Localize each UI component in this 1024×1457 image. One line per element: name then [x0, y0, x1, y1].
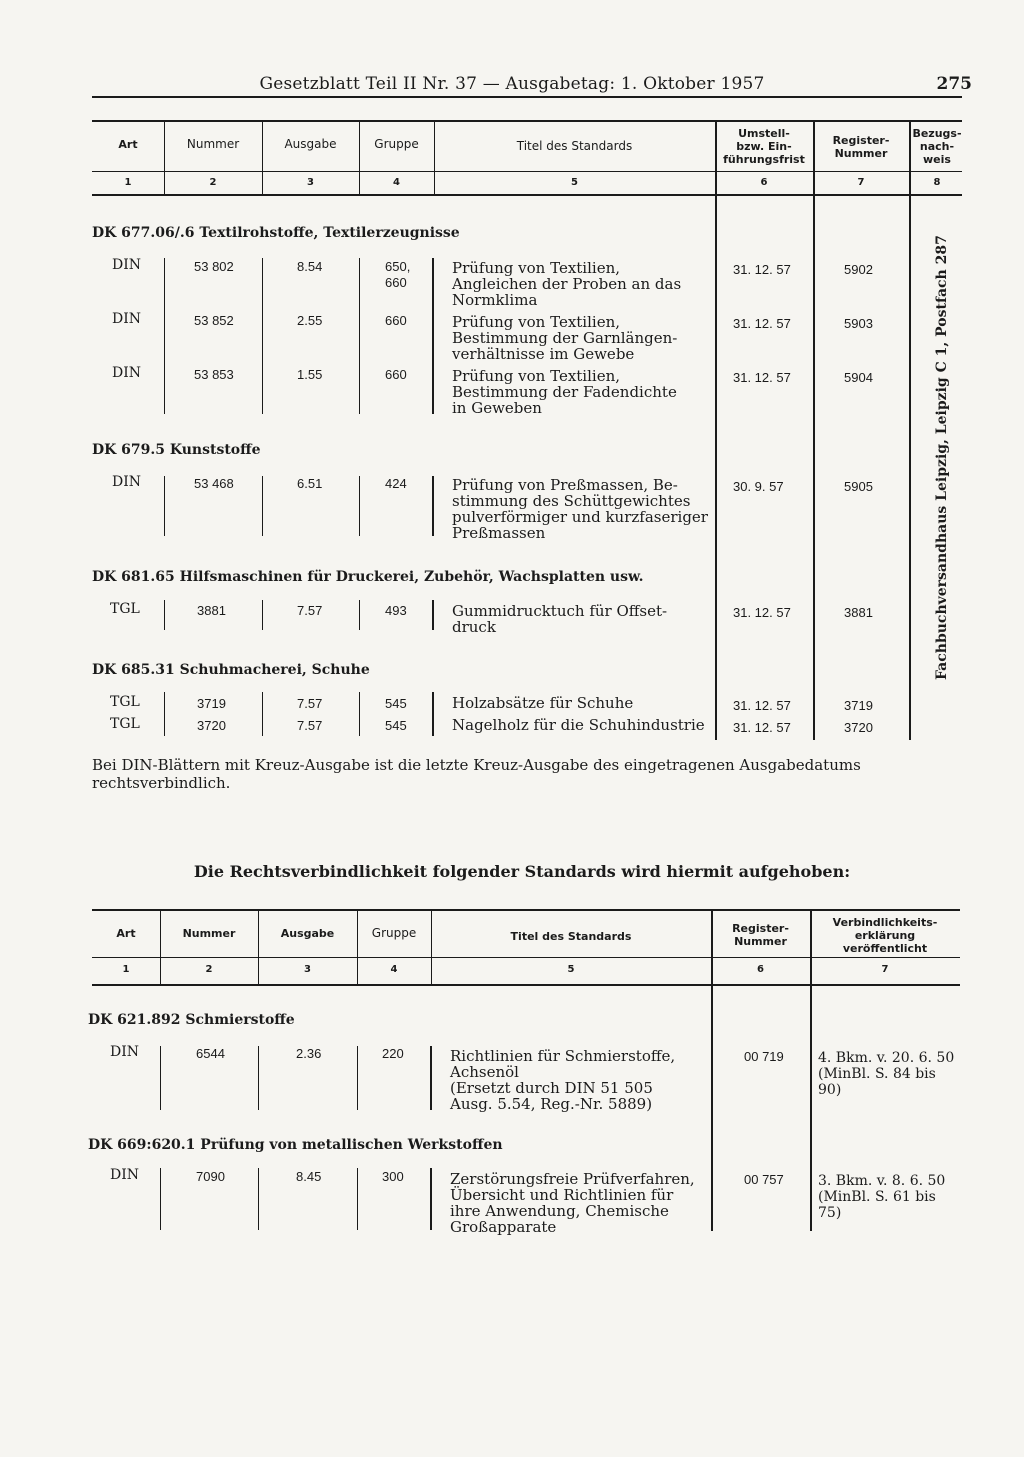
row-gruppe: 545 — [385, 696, 407, 711]
row-verbindlich-line: (MinBl. S. 61 bis — [818, 1189, 936, 1205]
t1-colsep — [359, 258, 360, 414]
section-title-aufgehoben: Die Rechtsverbindlichkeit folgender Standards wird hiermit aufgehoben: — [193, 862, 851, 881]
row-titel-line: Gummidrucktuch für Offset- — [452, 602, 668, 620]
t1-col-register-line: Register- — [832, 134, 890, 147]
row-ausgabe: 7.57 — [297, 718, 323, 733]
row-nummer: 3719 — [197, 696, 226, 711]
running-header: Gesetzblatt Teil II Nr. 37 — Ausgabetag: 1. Oktober 1957 — [259, 74, 765, 94]
row-gruppe: 545 — [385, 718, 407, 733]
t2-col-ausgabe: Ausgabe — [280, 927, 335, 940]
row-art: DIN — [110, 1167, 140, 1183]
t1-colsep — [432, 258, 434, 414]
row-titel-line: Prüfung von Textilien, — [452, 367, 621, 385]
row-titel-line: Zerstörungsfreie Prüfverfahren, — [450, 1170, 695, 1188]
row-gruppe: 493 — [385, 603, 407, 618]
t1-bezug-separator — [909, 120, 911, 740]
row-nummer: 3720 — [197, 718, 226, 733]
row-art: DIN — [112, 311, 142, 327]
t1-col-titel: Titel des Standards — [516, 139, 633, 153]
row-titel-line: Ausg. 5.54, Reg.-Nr. 5889) — [450, 1095, 653, 1113]
row-frist: 31. 12. 57 — [733, 698, 791, 713]
row-verbindlich — [818, 1050, 954, 1098]
t1-col-nummer: Nummer — [186, 137, 240, 151]
t2-col-register-line: Nummer — [734, 935, 787, 948]
row-gruppe-line: 650, — [385, 259, 411, 274]
row-register: 3720 — [844, 720, 873, 735]
t2-col-verbind-line: erklärung — [854, 929, 916, 942]
t1-colnum: 8 — [933, 177, 941, 188]
row-titel-line: ihre Anwendung, Chemische — [450, 1202, 669, 1220]
row-frist: 31. 12. 57 — [733, 370, 791, 385]
t1-colsep — [262, 258, 263, 414]
t2-colsep — [258, 1046, 259, 1110]
row-gruppe-line: 660 — [385, 275, 407, 290]
t2-col-titel: Titel des Standards — [510, 930, 632, 943]
t1-col-ausgabe: Ausgabe — [284, 137, 337, 151]
row-titel — [452, 368, 677, 416]
row-frist: 31. 12. 57 — [733, 262, 791, 277]
row-titel-line: Achsenöl — [450, 1063, 519, 1081]
t1-col-art: Art — [118, 138, 138, 151]
t1-colsep — [164, 258, 165, 414]
row-titel-line: verhältnisse im Gewebe — [452, 345, 635, 363]
row-titel — [450, 1171, 695, 1235]
row-nummer: 7090 — [196, 1169, 225, 1184]
row-titel-line: Übersicht und Richtlinien für — [450, 1186, 674, 1204]
row-verbindlich — [818, 1173, 945, 1221]
row-titel-line: Prüfung von Textilien, — [452, 313, 621, 331]
t1-col-bezug-line: weis — [923, 153, 951, 166]
row-frist: 31. 12. 57 — [733, 605, 791, 620]
t2-colsep — [160, 1046, 161, 1110]
t1-colsep — [164, 476, 165, 536]
t2-colnum: 7 — [881, 964, 889, 975]
t1-col-frist-line: bzw. Ein- — [736, 140, 792, 153]
row-frist: 30. 9. 57 — [733, 479, 784, 494]
t2-colnum: 6 — [757, 964, 764, 975]
t1-colsep — [262, 692, 263, 736]
t1-colnum: 1 — [124, 177, 132, 188]
row-nummer: 3881 — [197, 603, 226, 618]
header-rule — [92, 96, 962, 98]
row-titel-line: pulverförmiger und kurzfaseriger — [452, 508, 708, 526]
row-titel — [452, 603, 667, 635]
row-gruppe: 660 — [385, 313, 407, 328]
row-art: TGL — [110, 601, 140, 617]
row-titel: Holzabsätze für Schuhe — [452, 694, 634, 712]
row-register: 3881 — [844, 605, 873, 620]
t2-colsep — [160, 1168, 161, 1230]
t1-col-frist-line: Umstell- — [738, 127, 790, 140]
row-art: DIN — [112, 474, 142, 490]
t2-col-verbind-line: Verbindlichkeits- — [832, 916, 938, 929]
row-register: 5902 — [844, 262, 873, 277]
t1-colnum: 5 — [571, 177, 578, 188]
row-art: TGL — [110, 694, 140, 710]
row-art: DIN — [112, 365, 142, 381]
row-verbindlich-line: 4. Bkm. v. 20. 6. 50 — [818, 1050, 955, 1066]
row-titel-line: Prüfung von Preßmassen, Be- — [452, 476, 678, 494]
row-gruppe: 424 — [385, 476, 407, 491]
row-gruppe: 220 — [382, 1046, 404, 1061]
row-art: TGL — [110, 716, 140, 732]
table2-numbers-rule — [92, 984, 960, 986]
section-heading: DK 621.892 Schmierstoffe — [88, 1012, 295, 1028]
t2-colnum: 4 — [390, 964, 398, 975]
row-titel-line: Angleichen der Proben an das — [452, 275, 682, 293]
row-art: DIN — [112, 257, 142, 273]
row-titel-line: Bestimmung der Fadendichte — [452, 383, 677, 401]
row-titel — [452, 477, 708, 541]
t2-register-separator — [711, 909, 713, 1231]
footnote: Bei DIN-Blättern mit Kreuz-Ausgabe ist die letzte Kreuz-Ausgabe des eingetragenen Ausgabedatums rechtsverbindlich. — [92, 756, 861, 792]
t1-col-register-line: Nummer — [834, 147, 888, 160]
row-register: 00 719 — [744, 1049, 784, 1064]
t2-col-register — [711, 922, 810, 948]
row-verbindlich-line: 3. Bkm. v. 8. 6. 50 — [818, 1173, 946, 1189]
row-gruppe — [385, 259, 410, 291]
row-verbindlich-line: 90) — [818, 1082, 842, 1098]
row-nummer: 6544 — [196, 1046, 225, 1061]
t1-col-register — [813, 134, 909, 160]
row-titel-line: in Geweben — [452, 399, 542, 417]
t1-colsep — [432, 692, 434, 736]
section-heading: DK 685.31 Schuhmacherei, Schuhe — [92, 662, 370, 678]
t1-colsep — [164, 692, 165, 736]
row-titel-line: Normklima — [452, 291, 538, 309]
row-titel-line: (Ersetzt durch DIN 51 505 — [450, 1079, 653, 1097]
t1-col-bezug-line: nach- — [919, 140, 955, 153]
row-register: 5903 — [844, 316, 873, 331]
row-titel — [450, 1048, 675, 1112]
row-titel-line: druck — [452, 618, 496, 636]
t1-colsep — [359, 692, 360, 736]
t2-col-verbind-line: veröffentlicht — [842, 942, 928, 955]
row-ausgabe: 1.55 — [297, 367, 323, 382]
row-verbindlich-line: (MinBl. S. 84 bis — [818, 1066, 936, 1082]
table2-header-rule — [92, 957, 960, 958]
t2-colsep — [430, 1046, 432, 1110]
table1-top-rule — [92, 120, 962, 122]
t2-colsep — [430, 1168, 432, 1230]
t2-colnum: 2 — [205, 964, 213, 975]
t1-col-bezug — [909, 127, 965, 166]
row-verbindlich-line: 75) — [818, 1205, 842, 1221]
row-register: 5905 — [844, 479, 873, 494]
t2-col-register-line: Register- — [732, 922, 789, 935]
t2-colsep — [357, 1046, 358, 1110]
row-frist: 31. 12. 57 — [733, 720, 791, 735]
table1-header-rule — [92, 171, 962, 172]
t1-colnum: 7 — [857, 177, 865, 188]
t1-col-gruppe: Gruppe — [374, 137, 419, 151]
t1-colsep — [262, 600, 263, 630]
row-nummer: 53 853 — [194, 367, 234, 382]
t2-col-gruppe: Gruppe — [371, 926, 417, 940]
t1-colsep — [262, 476, 263, 536]
t2-verbind-separator — [810, 909, 812, 1231]
row-ausgabe: 7.57 — [297, 696, 323, 711]
row-titel: Nagelholz für die Schuhindustrie — [452, 716, 705, 734]
row-ausgabe: 7.57 — [297, 603, 323, 618]
row-titel — [452, 260, 681, 308]
row-titel-line: Bestimmung der Garnlängen- — [452, 329, 678, 347]
t1-colnum: 6 — [760, 177, 768, 188]
t1-col-bezug-line: Bezugs- — [912, 127, 962, 140]
row-gruppe: 300 — [382, 1169, 404, 1184]
t2-col-verbind — [810, 916, 960, 955]
row-ausgabe: 8.54 — [297, 259, 323, 274]
t2-colsep — [357, 1168, 358, 1230]
t1-colsep — [432, 476, 434, 536]
section-heading: DK 677.06/.6 Textilrohstoffe, Textilerzeugnisse — [92, 225, 460, 241]
t2-colnum: 1 — [122, 964, 130, 975]
t1-frist-separator — [715, 120, 717, 740]
row-nummer: 53 468 — [194, 476, 234, 491]
page-number: 275 — [936, 74, 972, 94]
row-ausgabe: 8.45 — [296, 1169, 322, 1184]
t1-col-frist-line: führungsfrist — [723, 153, 805, 166]
row-gruppe: 660 — [385, 367, 407, 382]
row-frist: 31. 12. 57 — [733, 316, 791, 331]
table1-numbers-rule — [92, 194, 962, 196]
t1-colsep — [359, 476, 360, 536]
t2-colnum: 5 — [567, 964, 575, 975]
section-heading: DK 669:620.1 Prüfung von metallischen Werkstoffen — [88, 1137, 503, 1153]
row-ausgabe: 2.36 — [296, 1046, 322, 1061]
t2-colnum: 3 — [304, 964, 311, 975]
row-titel-line: Großapparate — [450, 1218, 557, 1236]
t1-colnum: 4 — [393, 177, 400, 188]
t1-colsep — [359, 600, 360, 630]
t1-colsep — [164, 600, 165, 630]
t1-col-frist — [715, 127, 813, 166]
row-titel-line: Preßmassen — [452, 524, 546, 542]
row-register: 3719 — [844, 698, 873, 713]
t1-register-separator — [813, 120, 815, 740]
row-nummer: 53 852 — [194, 313, 234, 328]
t2-col-art: Art — [116, 927, 136, 940]
row-titel-line: Prüfung von Textilien, — [452, 259, 621, 277]
t1-colnum: 2 — [209, 177, 217, 188]
row-ausgabe: 2.55 — [297, 313, 323, 328]
sidebar-bezugsnachweis: Fachbuchversandhaus Leipzig, Leipzig C 1, Postfach 287 — [934, 235, 950, 680]
t1-colnum: 3 — [307, 177, 314, 188]
t2-col-nummer: Nummer — [182, 927, 236, 940]
row-art: DIN — [110, 1044, 140, 1060]
row-register: 00 757 — [744, 1172, 784, 1187]
row-titel-line: stimmung des Schüttgewichtes — [452, 492, 691, 510]
table2-top-rule — [92, 909, 960, 911]
section-heading: DK 679.5 Kunststoffe — [92, 442, 261, 458]
t2-colsep — [258, 1168, 259, 1230]
row-titel-line: Richtlinien für Schmierstoffe, — [450, 1047, 676, 1065]
row-register: 5904 — [844, 370, 873, 385]
row-titel — [452, 314, 677, 362]
row-nummer: 53 802 — [194, 259, 234, 274]
row-ausgabe: 6.51 — [297, 476, 323, 491]
t1-colsep — [432, 600, 434, 630]
section-heading: DK 681.65 Hilfsmaschinen für Druckerei, Zubehör, Wachsplatten usw. — [92, 569, 644, 585]
